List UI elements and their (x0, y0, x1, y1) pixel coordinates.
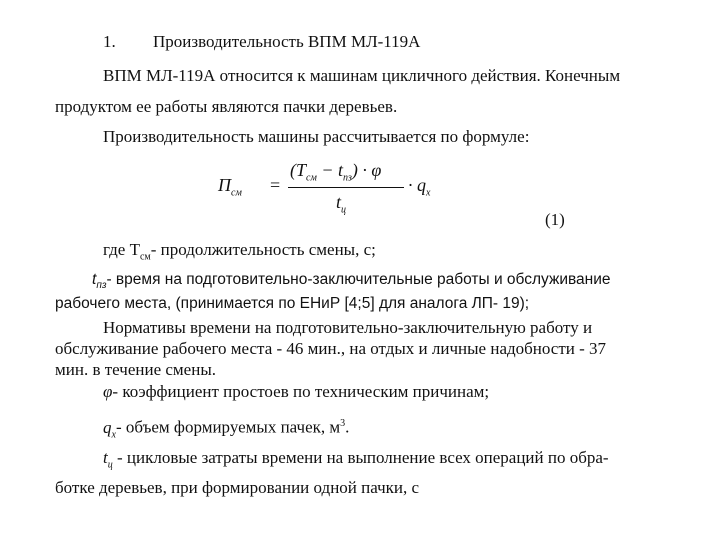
section-number: 1. (103, 32, 116, 51)
intro-line-3: Производительность машины рассчитывается по формуле: (103, 127, 530, 146)
formula-rhs: · $q_x$ (408, 175, 431, 199)
formula-denominator: $t_ц$ (336, 192, 347, 216)
norm-line-2: обслуживание рабочего места - 46 мин., на отдых и личные надобности - 37 (55, 339, 607, 358)
intro-line-1: ВПМ МЛ-119А относится к машинам цикличного действия. Конечным (103, 66, 621, 85)
intro-line-2: продуктом ее работы являются пачки деревьев. (55, 97, 398, 116)
definition-tpz-line-2: рабочего места, (принимается по ЕНиР [4;5] для аналога ЛП- 19); (55, 295, 530, 312)
definition-qx: $q_x-$ объем формируемых пачек, $м^3$. (103, 417, 350, 441)
definition-phi: φ- коэффициент простоев по техническим причинам; (103, 382, 490, 401)
formula-numerator: $(T_{см} - t_{пз}) \cdot \varphi$ (290, 160, 382, 184)
section-title: Производительность ВПМ МЛ-119А (153, 32, 421, 51)
norm-line-1: Нормативы времени на подготовительно-заключительную работу и (103, 318, 593, 337)
definition-tc-line-2: ботке деревьев, при формировании одной пачки, с (55, 478, 420, 497)
formula-equals: = (270, 175, 281, 195)
definition-tpz-line-1: $t_{пз}-$ время на подготовительно-заключительные работы и обслуживание (92, 271, 611, 292)
norm-line-3: мин. в течение смены. (55, 360, 216, 379)
productivity-formula (218, 158, 458, 218)
definition-tsm: где $T_{см}-$ продолжительность смены, с; (103, 240, 376, 263)
equation-number: (1) (545, 210, 565, 229)
definition-tc-line-1: $t_ц$ - цикловые затраты времени на выполнение всех операций по обра- (103, 448, 609, 471)
formula-lhs: $П_{см}$ (218, 175, 242, 199)
fraction-bar (288, 187, 404, 188)
